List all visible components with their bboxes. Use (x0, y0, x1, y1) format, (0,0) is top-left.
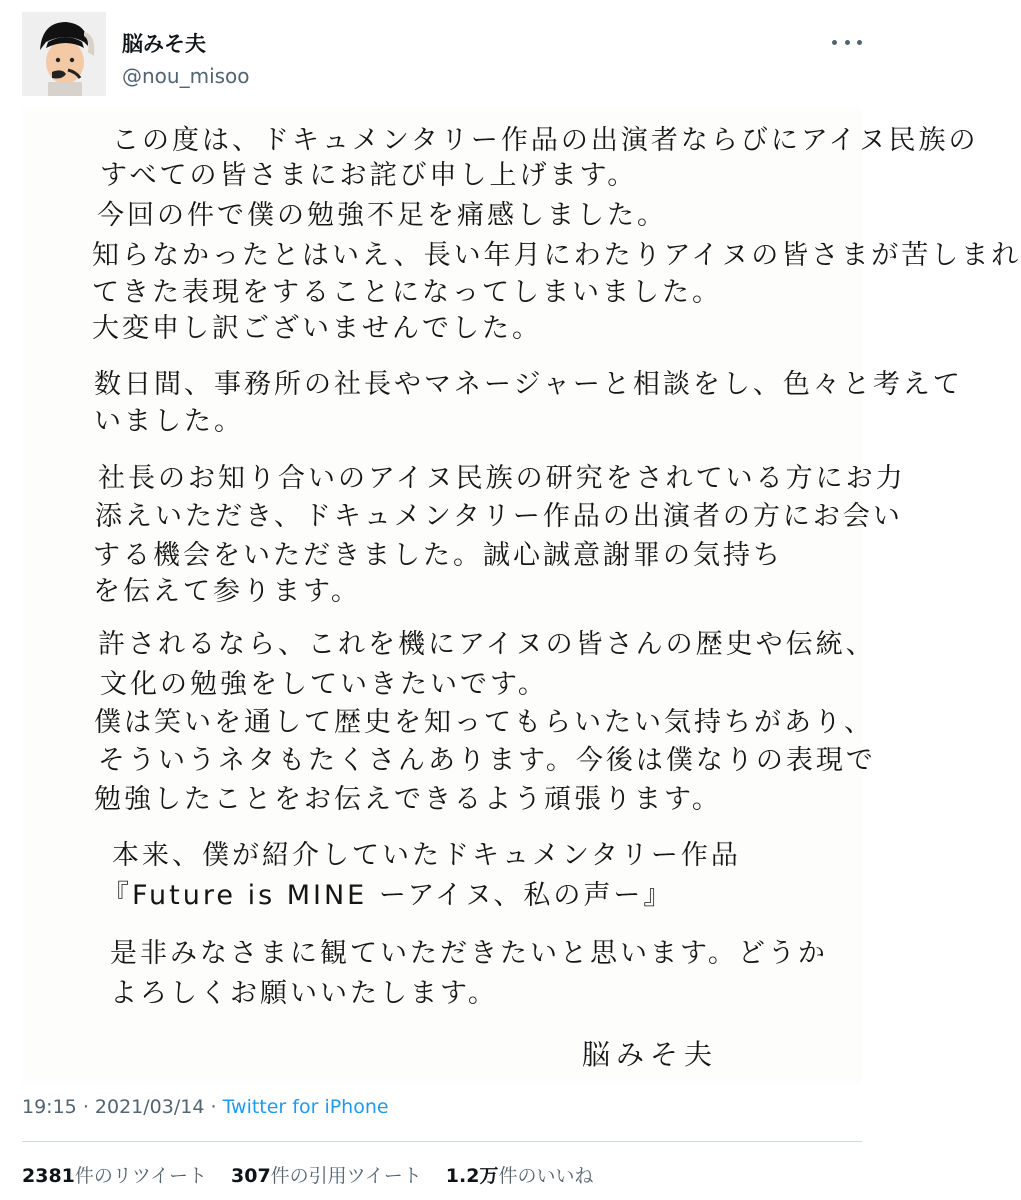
letter-line: この度は、ドキュメンタリー作品の出演者ならびにアイヌ民族の (112, 125, 979, 156)
letter-line: 今回の件で僕の勉強不足を痛感しました。 (97, 200, 667, 231)
more-dot (857, 40, 862, 45)
tweet-header (22, 12, 862, 102)
meta-separator: · (210, 1096, 217, 1118)
letter-line: 大変申し訳ございませんでした。 (92, 313, 542, 344)
quotes-label: 件の引用ツイート (270, 1165, 422, 1187)
likes-stat[interactable] (446, 1165, 594, 1187)
retweets-count: 2381 (22, 1165, 75, 1187)
letter-line: よろしくお願いいたします。 (110, 978, 498, 1009)
letter-line: 是非みなさまに観ていただきたいと思います。どうか (110, 938, 828, 969)
letter-line: いました。 (94, 406, 244, 437)
divider (22, 1141, 862, 1142)
likes-label: 件のいいね (498, 1165, 594, 1187)
letter-line: すべての皆さまにお詫び申し上げます。 (100, 160, 638, 191)
quotes-count: 307 (231, 1165, 271, 1187)
letter-line: 僕は笑いを通して歴史を知ってもらいたい気持ちがあり、 (94, 707, 874, 738)
letter-signature: 脳みそ夫 (582, 1038, 719, 1071)
tweet-source-link[interactable]: Twitter for iPhone (222, 1096, 389, 1118)
author-handle[interactable]: @nou_misoo (122, 64, 250, 88)
letter-line: そういうネタもたくさんあります。今後は僕なりの表現で (98, 745, 876, 776)
retweets-label: 件のリツイート (74, 1165, 207, 1187)
letter-line: 勉強したことをお伝えできるよう頑張ります。 (94, 784, 722, 815)
retweets-stat[interactable] (22, 1165, 207, 1187)
letter-line: する機会をいただきました。誠心誠意謝罪の気持ち (93, 540, 783, 571)
letter-line: 数日間、事務所の社長やマネージャーと相談をし、色々と考えて (94, 369, 963, 400)
letter-line: 許されるなら、これを機にアイヌの皆さんの歴史や伝統、 (98, 629, 876, 660)
avatar[interactable] (22, 12, 106, 96)
more-dot (832, 40, 837, 45)
letter-line: 文化の勉強をしていきたいです。 (100, 669, 548, 700)
handwritten-letter-image[interactable] (22, 108, 1021, 1083)
more-options-icon[interactable] (832, 32, 862, 52)
letter-line: 添えいただき、ドキュメンタリー作品の出演者の方にお会い (95, 501, 903, 532)
avatar-image (22, 12, 106, 96)
tweet-time[interactable]: 19:15 (22, 1096, 77, 1118)
author-name[interactable]: 脳みそ夫 (122, 32, 206, 56)
tweet-date[interactable]: 2021/03/14 (94, 1096, 205, 1118)
quotes-stat[interactable] (231, 1165, 422, 1187)
letter-line: 『Future is MINE ーアイヌ、私の声ー』 (102, 880, 674, 911)
tweet-meta (22, 1096, 389, 1118)
letter-line: を伝えて参ります。 (93, 576, 361, 607)
letter-line: 本来、僕が紹介していたドキュメンタリー作品 (112, 840, 741, 871)
letter-line: てきた表現をすることになってしまいました。 (92, 277, 722, 308)
likes-count: 1.2万 (445, 1165, 499, 1187)
letter-line: 社長のお知り合いのアイヌ民族の研究をされている方にお力 (98, 463, 906, 494)
meta-separator: · (82, 1096, 89, 1118)
more-dot (845, 40, 850, 45)
letter-line: 知らなかったとはいえ、長い年月にわたりアイヌの皆さまが苦しまれ (92, 240, 1021, 271)
tweet-stats (22, 1161, 611, 1188)
